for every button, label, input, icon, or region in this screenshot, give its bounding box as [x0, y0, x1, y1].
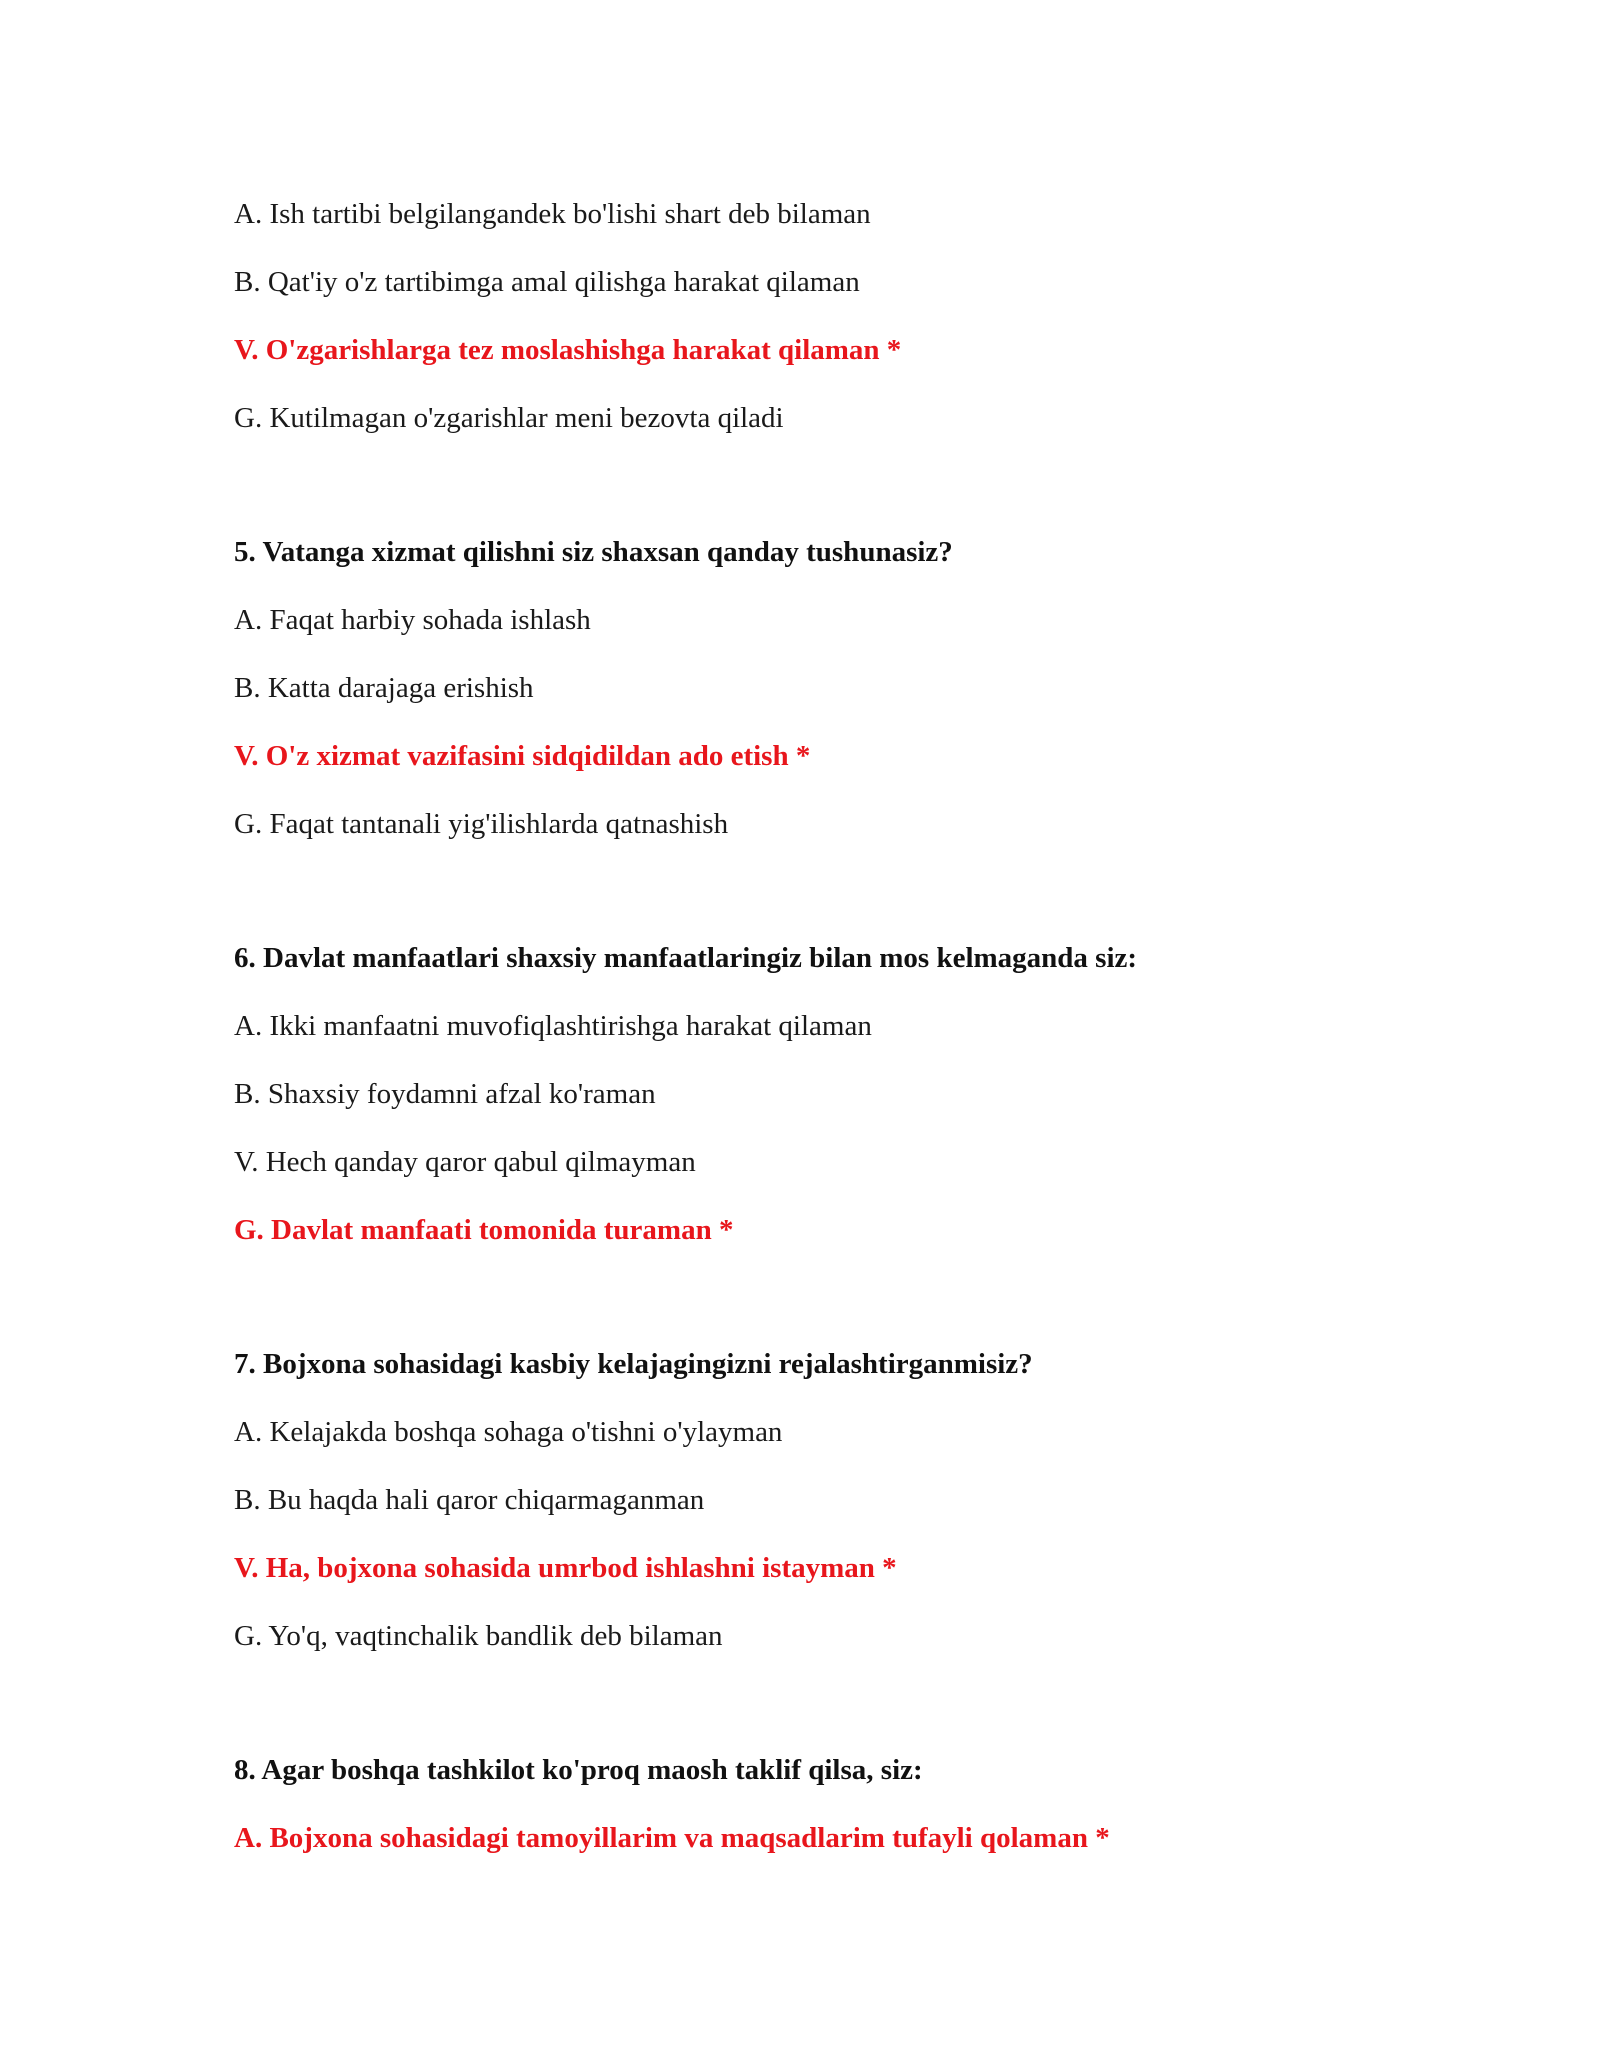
option-7-a: A. Kelajakda boshqa sohaga o'tishni o'ylayman: [234, 1416, 783, 1448]
question-block-5: [234, 518, 1474, 858]
block-spacer: [234, 1670, 1474, 1736]
option-5-g: G. Faqat tantanali yig'ilishlarda qatnashish: [234, 808, 729, 840]
document-page: [234, 180, 1474, 1872]
option-4-a: A. Ish tartibi belgilangandek bo'lishi shart deb bilaman: [234, 198, 871, 230]
question-6: 6. Davlat manfaatlari shaxsiy manfaatlaringiz bilan mos kelmaganda siz:: [234, 942, 1138, 974]
block-spacer: [234, 452, 1474, 518]
option-4-v-correct: V. O'zgarishlarga tez moslashishga harakat qilaman *: [234, 334, 902, 366]
block-spacer: [234, 1264, 1474, 1330]
option-6-a: A. Ikki manfaatni muvofiqlashtirishga harakat qilaman: [234, 1010, 872, 1042]
option-7-g: G. Yo'q, vaqtinchalik bandlik deb bilaman: [234, 1620, 723, 1652]
option-7-v-correct: V. Ha, bojxona sohasida umrbod ishlashni istayman *: [234, 1552, 897, 1584]
question-7: 7. Bojxona sohasidagi kasbiy kelajagingizni rejalashtirganmisiz?: [234, 1348, 1033, 1380]
question-block-7: [234, 1330, 1474, 1670]
question-block-4: [234, 180, 1474, 452]
question-block-6: [234, 924, 1474, 1264]
option-5-a: A. Faqat harbiy sohada ishlash: [234, 604, 591, 636]
block-spacer: [234, 858, 1474, 924]
option-8-a-correct: A. Bojxona sohasidagi tamoyillarim va maqsadlarim tufayli qolaman *: [234, 1822, 1110, 1854]
option-5-b: B. Katta darajaga erishish: [234, 672, 534, 704]
option-4-g: G. Kutilmagan o'zgarishlar meni bezovta qiladi: [234, 402, 784, 434]
question-8: 8. Agar boshqa tashkilot ko'proq maosh taklif qilsa, siz:: [234, 1754, 923, 1786]
question-block-8: [234, 1736, 1474, 1872]
option-6-g-correct: G. Davlat manfaati tomonida turaman *: [234, 1214, 734, 1246]
option-6-b: B. Shaxsiy foydamni afzal ko'raman: [234, 1078, 656, 1110]
option-5-v-correct: V. O'z xizmat vazifasini sidqidildan ado etish *: [234, 740, 811, 772]
option-4-b: B. Qat'iy o'z tartibimga amal qilishga harakat qilaman: [234, 266, 860, 298]
option-7-b: B. Bu haqda hali qaror chiqarmaganman: [234, 1484, 705, 1516]
question-5: 5. Vatanga xizmat qilishni siz shaxsan qanday tushunasiz?: [234, 536, 953, 568]
option-6-v: V. Hech qanday qaror qabul qilmayman: [234, 1146, 696, 1178]
